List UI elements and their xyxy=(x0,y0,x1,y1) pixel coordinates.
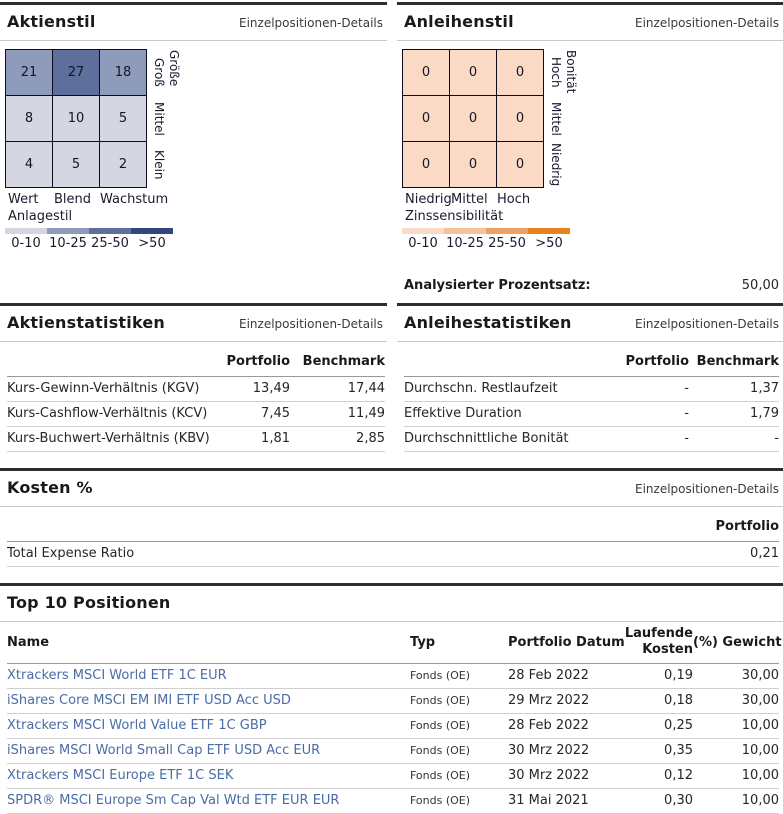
equity-style-grid xyxy=(5,49,147,188)
position-date: 31 Mai 2021 xyxy=(508,788,603,813)
stats-row xyxy=(404,402,779,427)
position-row xyxy=(7,788,779,813)
stat-label: Kurs-Cashflow-Verhältnis (KCV) xyxy=(7,402,200,427)
section-title: Anleihestatistiken xyxy=(404,313,572,332)
legend-segment xyxy=(528,228,570,251)
top10-col-typ: Typ xyxy=(410,622,508,663)
stat-portfolio-value: - xyxy=(599,377,689,402)
bond-style-grid xyxy=(402,49,544,188)
style-boxes-band xyxy=(0,2,783,303)
analyzed-percent-row xyxy=(397,278,783,293)
equity-stats-table xyxy=(7,342,385,452)
equity-style-section xyxy=(0,2,387,293)
stats-col-portfolio: Portfolio xyxy=(599,342,689,377)
detail-link[interactable]: Einzelpositionen-Details xyxy=(635,482,779,496)
stylebox-cell: 2 xyxy=(100,142,146,187)
col-label-blend: Blend xyxy=(54,192,92,207)
stat-label: Kurs-Buchwert-Verhältnis (KBV) xyxy=(7,427,200,452)
col-label-growth: Wachstum xyxy=(100,192,169,207)
position-date: 30 Mrz 2022 xyxy=(508,738,603,763)
row-label-low: Niedrig xyxy=(549,143,563,187)
position-weight: 10,00 xyxy=(693,763,779,788)
position-name-cell xyxy=(7,713,410,738)
position-row xyxy=(7,663,779,688)
position-date: 28 Feb 2022 xyxy=(508,663,603,688)
equity-style-header xyxy=(0,2,387,41)
section-title: Top 10 Positionen xyxy=(7,593,171,612)
position-weight: 30,00 xyxy=(693,663,779,688)
equity-stats-section xyxy=(0,303,387,452)
col-label-low: Niedrig xyxy=(405,192,452,207)
stylebox-cell: 18 xyxy=(100,50,146,95)
stat-portfolio-value: 7,45 xyxy=(200,402,290,427)
statistics-band xyxy=(0,303,783,468)
position-ongoing-cost: 0,30 xyxy=(603,788,693,813)
equity-size-row-labels xyxy=(152,49,166,188)
bond-stats-section xyxy=(397,303,783,452)
legend-label: 25-50 xyxy=(91,236,129,251)
stats-col-label xyxy=(7,342,200,377)
stats-row xyxy=(7,427,385,452)
stylebox-cell: 0 xyxy=(497,96,543,141)
legend-color-swatch xyxy=(89,228,131,234)
legend-segment xyxy=(402,228,444,251)
top10-col-gewicht: (%) Gewicht xyxy=(693,622,779,663)
position-row xyxy=(7,763,779,788)
legend-segment xyxy=(47,228,89,251)
stat-portfolio-value: 13,49 xyxy=(200,377,290,402)
stats-row xyxy=(7,402,385,427)
legend-label: 25-50 xyxy=(488,236,526,251)
position-name-cell xyxy=(7,738,410,763)
stats-col-portfolio: Portfolio xyxy=(200,342,290,377)
section-title: Aktienstatistiken xyxy=(7,313,166,332)
stat-portfolio-value: - xyxy=(599,427,689,452)
position-type: Fonds (OE) xyxy=(410,763,508,788)
position-link[interactable]: Xtrackers MSCI World ETF 1C EUR xyxy=(7,667,227,683)
position-type: Fonds (OE) xyxy=(410,688,508,713)
equity-style-axis-title: Anlagestil xyxy=(8,209,73,224)
section-title: Anleihenstil xyxy=(404,12,514,31)
row-label-mid: Mittel xyxy=(549,101,563,136)
stats-row xyxy=(404,427,779,452)
stylebox-cell: 8 xyxy=(6,96,52,141)
cost-label: Total Expense Ratio xyxy=(7,542,689,567)
top10-col-name: Name xyxy=(7,622,410,663)
detail-link[interactable]: Einzelpositionen-Details xyxy=(239,16,383,30)
position-name-cell xyxy=(7,688,410,713)
cost-portfolio-value: 0,21 xyxy=(689,542,779,567)
equity-legend xyxy=(5,228,173,251)
bond-style-axis-title: Zinssensibilität xyxy=(405,209,504,224)
stylebox-cell: 0 xyxy=(403,142,449,187)
costs-col-label xyxy=(7,507,689,542)
stat-benchmark-value: 17,44 xyxy=(290,377,385,402)
legend-segment xyxy=(131,228,173,251)
legend-color-swatch xyxy=(5,228,47,234)
stylebox-cell: 4 xyxy=(6,142,52,187)
position-date: 30 Mrz 2022 xyxy=(508,763,603,788)
position-ongoing-cost: 0,19 xyxy=(603,663,693,688)
col-label-high: Hoch xyxy=(497,192,531,207)
bond-legend xyxy=(402,228,570,251)
position-type: Fonds (OE) xyxy=(410,663,508,688)
position-row xyxy=(7,738,779,763)
bond-style-header xyxy=(397,2,783,41)
section-title: Kosten % xyxy=(7,478,93,497)
position-type: Fonds (OE) xyxy=(410,738,508,763)
top10-header xyxy=(0,583,783,622)
stat-portfolio-value: 1,81 xyxy=(200,427,290,452)
stylebox-cell: 0 xyxy=(450,50,496,95)
legend-label: >50 xyxy=(535,236,563,251)
position-date: 28 Feb 2022 xyxy=(508,713,603,738)
stylebox-cell: 5 xyxy=(53,142,99,187)
position-name-cell xyxy=(7,788,410,813)
equity-size-axis-title: Größe xyxy=(167,50,181,87)
costs-table xyxy=(7,507,779,567)
stylebox-cell: 0 xyxy=(497,142,543,187)
position-link[interactable]: iShares Core MSCI EM IMI ETF USD Acc USD xyxy=(7,692,291,708)
position-row xyxy=(7,713,779,738)
stylebox-cell: 0 xyxy=(403,96,449,141)
row-label-mid: Mittel xyxy=(152,101,166,136)
top10-band xyxy=(0,583,783,808)
legend-color-swatch xyxy=(444,228,486,234)
bond-quality-axis-title: Bonität xyxy=(564,50,578,94)
stats-col-label xyxy=(404,342,599,377)
costs-col-portfolio: Portfolio xyxy=(689,507,779,542)
bond-stats-header xyxy=(397,303,783,342)
row-label-high: Hoch xyxy=(549,56,563,88)
equity-style-col-labels xyxy=(5,192,387,208)
legend-segment xyxy=(486,228,528,251)
stat-label: Durchschn. Restlaufzeit xyxy=(404,377,599,402)
position-weight: 30,00 xyxy=(693,688,779,713)
equity-style-box xyxy=(5,49,387,188)
legend-color-swatch xyxy=(486,228,528,234)
position-link[interactable]: SPDR® MSCI Europe Sm Cap Val Wtd ETF EUR EUR xyxy=(7,792,340,808)
position-weight: 10,00 xyxy=(693,738,779,763)
position-type: Fonds (OE) xyxy=(410,788,508,813)
stat-benchmark-value: 1,37 xyxy=(689,377,779,402)
section-title: Aktienstil xyxy=(7,12,96,31)
stat-benchmark-value: 11,49 xyxy=(290,402,385,427)
position-ongoing-cost: 0,18 xyxy=(603,688,693,713)
stat-benchmark-value: 1,79 xyxy=(689,402,779,427)
stylebox-cell: 0 xyxy=(403,50,449,95)
position-ongoing-cost: 0,12 xyxy=(603,763,693,788)
stats-row xyxy=(7,377,385,402)
stylebox-cell: 27 xyxy=(53,50,99,95)
stylebox-cell: 21 xyxy=(6,50,52,95)
legend-label: >50 xyxy=(138,236,166,251)
position-type: Fonds (OE) xyxy=(410,713,508,738)
bond-style-col-labels xyxy=(402,192,783,208)
legend-label: 0-10 xyxy=(408,236,438,251)
legend-label: 10-25 xyxy=(49,236,87,251)
stat-label: Effektive Duration xyxy=(404,402,599,427)
stats-col-benchmark: Benchmark xyxy=(290,342,385,377)
bond-style-box xyxy=(402,49,783,188)
legend-segment xyxy=(5,228,47,251)
costs-header xyxy=(0,468,783,507)
row-label-small: Klein xyxy=(152,149,166,180)
analyzed-percent-value: 50,00 xyxy=(741,278,779,293)
position-weight: 10,00 xyxy=(693,788,779,813)
stylebox-cell: 0 xyxy=(450,96,496,141)
position-ongoing-cost: 0,25 xyxy=(603,713,693,738)
equity-stats-header xyxy=(0,303,387,342)
bond-stats-table xyxy=(404,342,779,452)
top10-col-kosten: Laufende Kosten xyxy=(603,622,693,663)
position-ongoing-cost: 0,35 xyxy=(603,738,693,763)
position-name-cell xyxy=(7,763,410,788)
analyzed-percent-label: Analysierter Prozentsatz: xyxy=(404,278,591,293)
legend-label: 0-10 xyxy=(11,236,41,251)
top10-table xyxy=(7,622,782,814)
position-row xyxy=(7,688,779,713)
position-name-cell xyxy=(7,663,410,688)
stylebox-cell: 5 xyxy=(100,96,146,141)
legend-segment xyxy=(89,228,131,251)
legend-color-swatch xyxy=(131,228,173,234)
position-link[interactable]: Xtrackers MSCI World Value ETF 1C GBP xyxy=(7,717,267,733)
detail-link[interactable]: Einzelpositionen-Details xyxy=(239,317,383,331)
bond-style-section xyxy=(397,2,783,293)
col-label-mid: Mittel xyxy=(451,192,488,207)
col-label-value: Wert xyxy=(8,192,39,207)
stat-benchmark-value: - xyxy=(689,427,779,452)
legend-color-swatch xyxy=(47,228,89,234)
legend-color-swatch xyxy=(402,228,444,234)
legend-color-swatch xyxy=(528,228,570,234)
stat-label: Durchschnittliche Bonität xyxy=(404,427,599,452)
stat-label: Kurs-Gewinn-Verhältnis (KGV) xyxy=(7,377,200,402)
detail-link[interactable]: Einzelpositionen-Details xyxy=(635,317,779,331)
stylebox-cell: 0 xyxy=(497,50,543,95)
row-label-large: Groß xyxy=(152,57,166,87)
bond-quality-row-labels xyxy=(549,49,563,188)
legend-label: 10-25 xyxy=(446,236,484,251)
stylebox-cell: 0 xyxy=(450,142,496,187)
costs-band xyxy=(0,468,783,583)
position-link[interactable]: iShares MSCI World Small Cap ETF USD Acc EUR xyxy=(7,742,321,758)
position-link[interactable]: Xtrackers MSCI Europe ETF 1C SEK xyxy=(7,767,234,783)
top10-col-datum: Portfolio Datum xyxy=(508,622,603,663)
position-date: 29 Mrz 2022 xyxy=(508,688,603,713)
position-weight: 10,00 xyxy=(693,713,779,738)
legend-segment xyxy=(444,228,486,251)
costs-row xyxy=(7,542,779,567)
stat-benchmark-value: 2,85 xyxy=(290,427,385,452)
detail-link[interactable]: Einzelpositionen-Details xyxy=(635,16,779,30)
stat-portfolio-value: - xyxy=(599,402,689,427)
stylebox-cell: 10 xyxy=(53,96,99,141)
stats-col-benchmark: Benchmark xyxy=(689,342,779,377)
stats-row xyxy=(404,377,779,402)
